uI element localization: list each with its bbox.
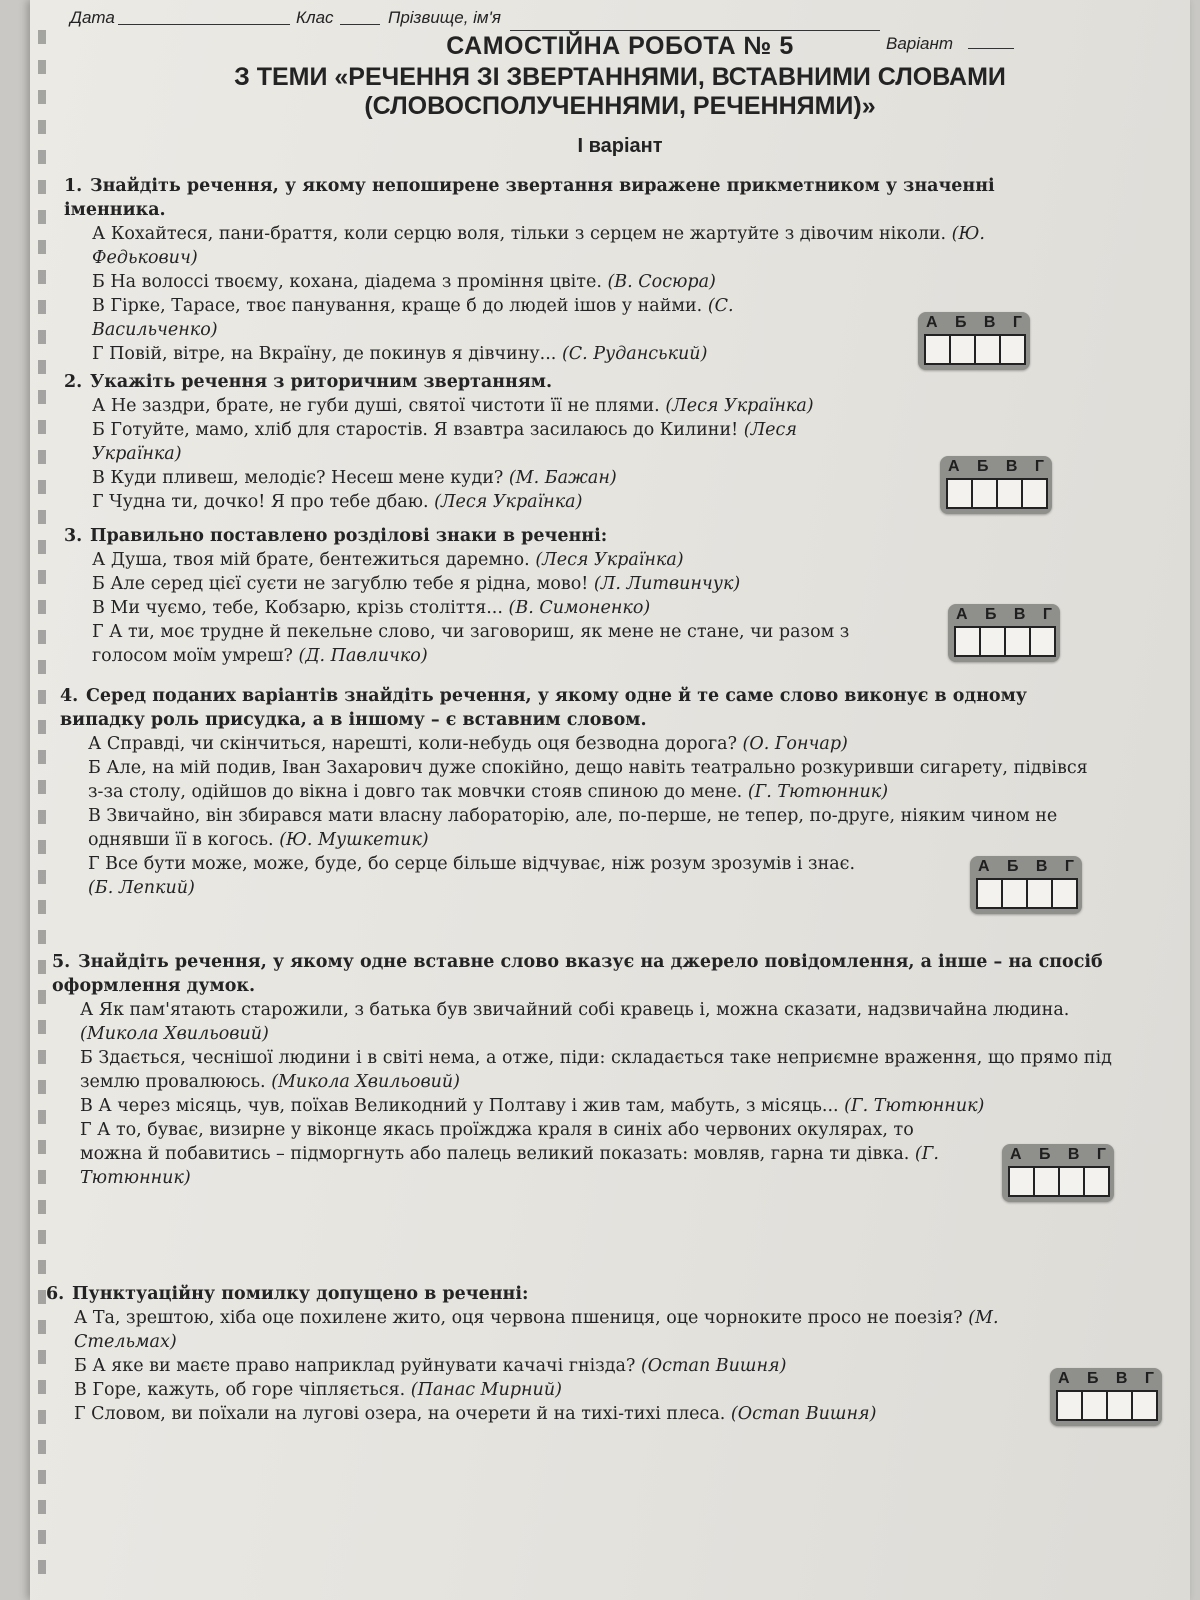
answer-cell-c[interactable]: [1058, 1166, 1085, 1197]
title-line-1: САМОСТІЙНА РОБОТА № 5: [446, 32, 794, 60]
option-b: Б На волоссі твоєму, кохана, діадема з проміння цвіте. (В. Сосюра): [92, 272, 716, 292]
option-b: Б А яке ви маєте право наприклад руйнувати качачі гнізда? (Остап Вишня): [74, 1356, 787, 1376]
option-c: В Ми чуємо, тебе, Кобзарю, крізь століття... (В. Симоненко): [92, 598, 651, 618]
question-text: Укажіть речення з риторичним звертанням.: [90, 372, 553, 392]
question-text: Пунктуаційну помилку допущено в реченні:: [72, 1284, 529, 1304]
option-a: А Кохайтеся, пани-браття, коли серцю воля, тільки з серцем не жартуйте з дівочим ніколи. (Ю. Федькович): [92, 224, 985, 268]
answer-cell-a[interactable]: [1056, 1390, 1083, 1421]
answer-grid-4: А Б В Г: [970, 856, 1082, 914]
name-blank[interactable]: [510, 30, 880, 31]
answer-grid-5: А Б В Г: [1002, 1144, 1114, 1202]
answer-cell-d[interactable]: [1021, 478, 1048, 509]
answer-cell-d[interactable]: [1083, 1166, 1110, 1197]
question-text: Знайдіть речення, у якому непоширене звертання виражене прикметником у значенні іменника.: [64, 176, 995, 220]
answer-cell-b[interactable]: [979, 626, 1006, 657]
answer-grid-6: А Б В Г: [1050, 1368, 1162, 1426]
answer-cell-a[interactable]: [946, 478, 973, 509]
answer-cell-a[interactable]: [976, 878, 1003, 909]
option-a: А Справді, чи скінчиться, нарешті, коли-небудь оця безводна дорога? (О. Гончар): [88, 734, 848, 754]
question-text: Знайдіть речення, у якому одне вставне слово вказує на джерело повідомлення, а інше – на спосіб оформлення думок.: [52, 952, 1103, 996]
question-3: 3. Правильно поставлено розділові знаки в реченні: А Душа, твоя мій брате, бентежиться даремно. (Леся Українка) Б Але серед цієї суєти не загублю тебе я рідна, мово! (Л. Литвинчук) В Ми чуємо, тебе, Кобзарю, крізь століття... (В. Симоненко) Г А ти, моє трудне й пекельне слово, чи заговориш, як мене не стане, чи разом з голосом моїм умреш? (Д. Павличко): [64, 524, 884, 668]
date-label: Дата: [70, 8, 115, 27]
answer-cell-d[interactable]: [1051, 878, 1078, 909]
answer-cell-c[interactable]: [1004, 626, 1031, 657]
answer-cell-b[interactable]: [1081, 1390, 1108, 1421]
question-1: [64, 174, 1064, 366]
option-b: Б Але, на мій подив, Іван Захарович дуже спокійно, дещо навіть театрально розкуривши сигарету, підвівся з-за столу, одійшов до вікна і довго так мовчки стояв спиною до мене. (Г. Тютюнник): [88, 758, 1088, 802]
answer-grid-1: А Б В Г: [918, 312, 1030, 370]
question-text: Серед поданих варіантів знайдіть речення, у якому одне й те саме слово виконує в одному випадку роль присудка, а в іншому – є вставним словом.: [60, 686, 1027, 730]
option-c: В А через місяць, чув, поїхав Великодний у Полтаву і жив там, мабуть, з місяць... (Г. Тютюнник): [80, 1096, 985, 1116]
answer-cell-d[interactable]: [1131, 1390, 1158, 1421]
answer-grid-2: А Б В Г: [940, 456, 1052, 514]
option-c: В Куди пливеш, мелодіє? Несеш мене куди? (М. Бажан): [92, 468, 617, 488]
answer-cell-b[interactable]: [949, 334, 976, 365]
question-2: 2. Укажіть речення з риторичним звертанням. А Не заздри, брате, не губи душі, святої чистоти її не плями. (Леся Українка) Б Готуйте, мамо, хліб для старостів. Я взавтра засилаюсь до Килини! (Леся Українка) В Куди пливеш, мелодіє? Несеш мене куди? (М. Бажан) Г Чудна ти, дочко! Я про тебе дбаю. (Леся Українка): [64, 370, 964, 514]
option-b: Б Готуйте, мамо, хліб для старостів. Я взавтра засилаюсь до Килини! (Леся Українка): [92, 420, 797, 464]
option-c: В Гірке, Тарасе, твоє панування, краще б до людей ішов у найми. (С. Васильченко): [92, 296, 734, 340]
answer-cell-c[interactable]: [1026, 878, 1053, 909]
option-a: А Як пам'ятають старожили, з батька був звичайний собі кравець і, можна сказати, надзвичайна людина. (Микола Хвильовий): [80, 1000, 1070, 1044]
class-blank[interactable]: [340, 24, 380, 25]
date-blank[interactable]: [118, 24, 290, 25]
answer-cell-c[interactable]: [1106, 1390, 1133, 1421]
question-4: 4. Серед поданих варіантів знайдіть речення, у якому одне й те саме слово виконує в одному випадку роль присудка, а в іншому – є вставним словом. А Справді, чи скінчиться, нарешті, коли-небудь оця безводна дорога? (О. Гончар) Б Але, на мій подив, Іван Захарович дуже спокійно, дещо навіть театрально розкуривши сигарету, підвівся з-за столу, одійшов до вікна і довго так мовчки стояв спиною до мене. (Г. Тютюнник) В Звичайно, він збирався мати власну лабораторію, але, по-перше, не тепер, по-друге, ніяким чином не однявши її в когось. (Ю. Мушкетик) Г Все бути може, може, буде, бо серце більше відчуває, ніж розум зрозумів і знає. (Б. Лепкий): [60, 684, 1100, 900]
option-a: А Та, зрештою, хіба оце похилене жито, оця червона пшениця, оце чорноките просо не поезія? (М. Стельмах): [74, 1308, 999, 1352]
question-5: 5. Знайдіть речення, у якому одне вставне слово вказує на джерело повідомлення, а інше – на спосіб оформлення думок. А Як пам'ятають старожили, з батька був звичайний собі кравець і, можна сказати, надзвичайна людина. (Микола Хвильовий) Б Здається, чеснішої людини і в світі нема, а отже, піди: складається таке неприємне враження, що прямо під землю провалююсь. (Микола Хвильовий) В А через місяць, чув, поїхав Великодний у Полтаву і жив там, мабуть, з місяць... (Г. Тютюнник) Г А то, буває, визирне у віконце якась проїжджа краля в синіх або червоних окулярах, то можна й побавитись – підморгнуть або палець великий показать: мовляв, гарна ти дівка. (Г. Тютюнник): [52, 950, 1132, 1190]
answer-grid-3: А Б В Г: [948, 604, 1060, 662]
title-block: [130, 32, 1110, 158]
option-a: А Душа, твоя мій брате, бентежиться даремно. (Леся Українка): [92, 550, 684, 570]
answer-cell-b[interactable]: [1033, 1166, 1060, 1197]
question-number: 1.: [64, 176, 83, 196]
answer-cell-b[interactable]: [1001, 878, 1028, 909]
variant-heading: І варіант: [577, 135, 663, 157]
answer-cell-c[interactable]: [974, 334, 1001, 365]
option-d: Г А ти, моє трудне й пекельне слово, чи заговориш, як мене не стане, чи разом з голосом моїм умреш? (Д. Павличко): [92, 622, 850, 666]
question-text: Правильно поставлено розділові знаки в реченні:: [90, 526, 608, 546]
option-a: А Не заздри, брате, не губи душі, святої чистоти її не плями. (Леся Українка): [92, 396, 814, 416]
worksheet-page: [30, 0, 1190, 1600]
option-c: В Звичайно, він збирався мати власну лабораторію, але, по-перше, не тепер, по-друге, ніяким чином не однявши її в когось. (Ю. Мушкетик): [88, 806, 1058, 850]
margin-ticks: [38, 30, 46, 1590]
answer-cell-a[interactable]: [954, 626, 981, 657]
option-d: Г Повій, вітре, на Вкраїну, де покинув я дівчину... (С. Руданський): [92, 344, 708, 364]
answer-cell-a[interactable]: [924, 334, 951, 365]
option-b: Б Здається, чеснішої людини і в світі нема, а отже, піди: складається таке неприємне враження, що прямо під землю провалююсь. (Микола Хвильовий): [80, 1048, 1112, 1092]
title-line-2: З ТЕМИ «РЕЧЕННЯ ЗІ ЗВЕРТАННЯМИ, ВСТАВНИМИ СЛОВАМИ: [234, 63, 1006, 91]
question-6: 6. Пунктуаційну помилку допущено в реченні: А Та, зрештою, хіба оце похилене жито, оця червона пшениця, оце чорноките просо не поезія? (М. Стельмах) Б А яке ви маєте право наприклад руйнувати качачі гнізда? (Остап Вишня) В Горе, кажуть, об горе чіпляється. (Панас Мирний) Г Словом, ви поїхали на лугові озера, на очерети й на тихі-тихі плеса. (Остап Вишня): [46, 1282, 1146, 1426]
answer-cell-a[interactable]: [1008, 1166, 1035, 1197]
option-d: Г А то, буває, визирне у віконце якась проїжджа краля в синіх або червоних окулярах, то можна й побавитись – підморгнуть або палець великий показать: мовляв, гарна ти дівка. (Г. Тютюнник): [80, 1120, 939, 1188]
class-label: Клас: [296, 8, 334, 27]
title-line-3: (СЛОВОСПОЛУЧЕННЯМИ, РЕЧЕННЯМИ)»: [364, 92, 876, 120]
name-label: Прізвище, ім'я: [388, 8, 501, 27]
answer-cell-b[interactable]: [971, 478, 998, 509]
option-b: Б Але серед цієї суєти не загублю тебе я рідна, мово! (Л. Литвинчук): [92, 574, 741, 594]
answer-cell-d[interactable]: [999, 334, 1026, 365]
option-d: Г Все бути може, може, буде, бо серце більше відчуває, ніж розум зрозумів і знає. (Б. Лепкий): [88, 854, 856, 898]
answer-cell-c[interactable]: [996, 478, 1023, 509]
answer-cell-d[interactable]: [1029, 626, 1056, 657]
option-c: В Горе, кажуть, об горе чіпляється. (Панас Мирний): [74, 1380, 562, 1400]
option-d: Г Чудна ти, дочко! Я про тебе дбаю. (Леся Українка): [92, 492, 583, 512]
variant-label: Варіант: [886, 34, 953, 53]
option-d: Г Словом, ви поїхали на лугові озера, на очерети й на тихі-тихі плеса. (Остап Вишня): [74, 1404, 877, 1424]
